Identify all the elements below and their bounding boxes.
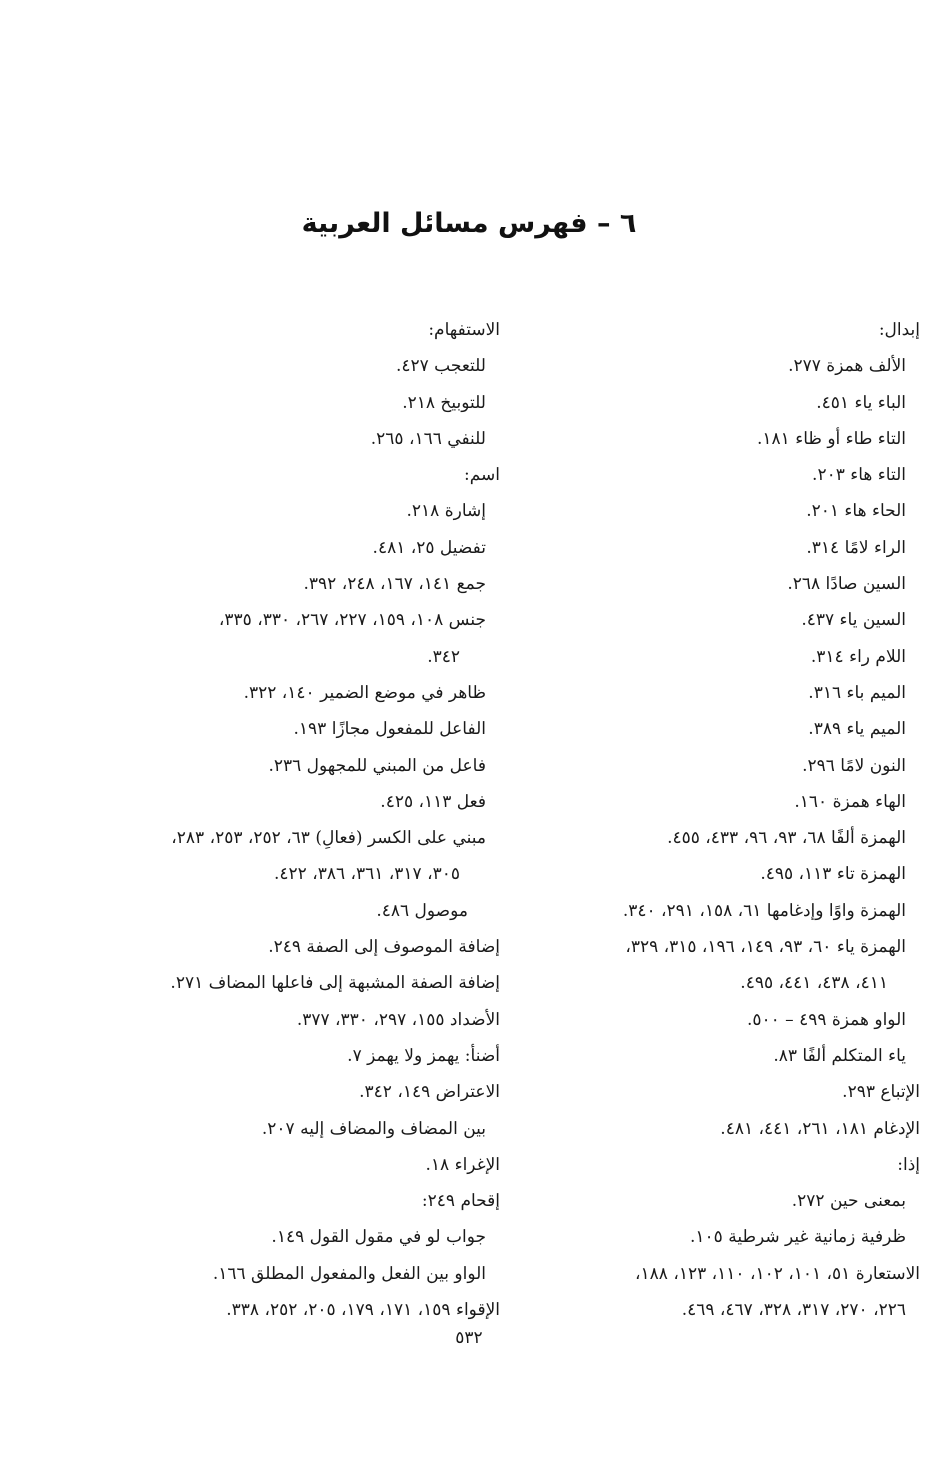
index-entry: الميم ياء ٣٨٩. — [808, 719, 906, 740]
index-entry: تفضيل ٢٥، ٤٨١. — [372, 537, 486, 558]
index-entry: ظرفية زمانية غير شرطية ١٠٥. — [690, 1227, 906, 1248]
index-entry: فاعل من المبني للمجهول ٢٣٦. — [268, 755, 486, 776]
page-title: ٦ – فهرس مسائل العربية — [301, 208, 637, 239]
index-entry: الهمزة ألفًا ٦٨، ٩٣، ٩٦، ٤٣٣، ٤٥٥. — [667, 828, 906, 849]
index-entry: موصول ٤٨٦. — [376, 900, 468, 921]
index-entry: الاستعارة ٥١، ١٠١، ١٠٢، ١١٠، ١٢٣، ١٨٨، — [635, 1263, 920, 1284]
index-entry: ٤١١، ٤٣٨، ٤٤١، ٤٩٥. — [740, 973, 888, 994]
index-entry: اسم: — [463, 465, 500, 486]
index-column-right — [520, 312, 920, 1328]
index-entry: الهمزة تاء ١١٣، ٤٩٥. — [760, 864, 906, 885]
index-entry: السين صادًا ٢٦٨. — [787, 574, 906, 595]
index-entry: التاء هاء ٢٠٣. — [812, 465, 906, 486]
index-entry: إبدال: — [878, 320, 920, 340]
index-entry: إضافة الموصوف إلى الصفة ٢٤٩. — [268, 937, 500, 958]
index-entry: للتوبيخ ٢١٨. — [402, 392, 486, 413]
index-entry: ظاهر في موضع الضمير ١٤٠، ٣٢٢. — [243, 682, 486, 703]
index-entry: الاعتراض ١٤٩، ٣٤٢. — [359, 1082, 500, 1103]
index-entry: الواو همزة ٤٩٩ – ٥٠٠. — [746, 1009, 906, 1030]
index-entry: ٢٢٦، ٢٧٠، ٣١٧، ٣٢٨، ٤٦٧، ٤٦٩. — [681, 1300, 906, 1321]
index-entry: الأضداد ١٥٥، ٢٩٧، ٣٣٠، ٣٧٧. — [296, 1009, 500, 1030]
index-entry: إشارة ٢١٨. — [406, 501, 486, 522]
index-entry: الراء لامًا ٣١٤. — [806, 537, 906, 558]
index-entry: للنفي ١٦٦، ٢٦٥. — [370, 428, 486, 449]
index-entry: الهمزة واوًا وإدغامها ٦١، ١٥٨، ٢٩١، ٣٤٠. — [622, 900, 906, 921]
index-entry: أضنأ: يهمز ولا يهمز ٧. — [347, 1045, 500, 1066]
index-entry: السين ياء ٤٣٧. — [801, 610, 906, 631]
index-entry: بين المضاف والمضاف إليه ٢٠٧. — [261, 1118, 486, 1139]
index-entry: الميم باء ٣١٦. — [808, 682, 906, 703]
index-entry: ٣٤٢. — [427, 646, 460, 667]
index-entry: الهاء همزة ١٦٠. — [794, 791, 906, 812]
index-entry: ياء المتكلم ألفًا ٨٣. — [773, 1045, 906, 1066]
index-entry: جواب لو في مقول القول ١٤٩. — [271, 1227, 486, 1248]
index-entry: للتعجب ٤٢٧. — [395, 356, 486, 377]
index-entry: إضافة الصفة المشبهة إلى فاعلها المضاف ٢٧١. — [170, 973, 500, 994]
index-entry: الإتباع ٢٩٣. — [842, 1082, 920, 1103]
index-entry: جمع ١٤١، ١٦٧، ٢٤٨، ٣٩٢. — [303, 574, 486, 595]
index-entry: الهمزة ياء ٦٠، ٩٣، ١٤٩، ١٩٦، ٣١٥، ٣٢٩، — [625, 937, 906, 958]
index-entry: جنس ١٠٨، ١٥٩، ٢٢٧، ٢٦٧، ٣٣٠، ٣٣٥، — [218, 610, 486, 631]
index-entry: ٣٠٥، ٣١٧، ٣٦١، ٣٨٦، ٤٢٢. — [274, 864, 460, 885]
index-column-left — [100, 312, 500, 1328]
index-entry: إذا: — [897, 1154, 920, 1175]
index-entry: التاء طاء أو ظاء ١٨١. — [757, 428, 906, 449]
index-entry: الباء ياء ٤٥١. — [816, 392, 906, 413]
index-entry: اللام راء ٣١٤. — [810, 646, 906, 667]
index-entry: فعل ١١٣، ٤٢٥. — [380, 791, 486, 812]
index-entry: النون لامًا ٢٩٦. — [802, 755, 906, 776]
index-entry: الإقواء ١٥٩، ١٧١، ١٧٩، ٢٠٥، ٢٥٢، ٣٣٨. — [226, 1300, 500, 1321]
index-entry: الإغراء ١٨. — [425, 1154, 500, 1175]
index-entry: الإدغام ١٨١، ٢٦١، ٤٤١، ٤٨١. — [720, 1118, 920, 1139]
index-entry: الحاء هاء ٢٠١. — [806, 501, 906, 522]
index-entry: مبني على الكسر (فعالِ) ٦٣، ٢٥٢، ٢٥٣، ٢٨٣، — [171, 828, 486, 849]
index-entry: الواو بين الفعل والمفعول المطلق ١٦٦. — [212, 1263, 486, 1284]
index-entry: إقحام ٢٤٩: — [421, 1191, 500, 1212]
index-entry: الاستفهام: — [428, 320, 500, 340]
index-entry: بمعنى حين ٢٧٢. — [791, 1191, 906, 1212]
index-entry: الفاعل للمفعول مجازًا ١٩٣. — [293, 719, 486, 740]
page-number: ٥٣٢ — [455, 1328, 483, 1348]
index-entry: الألف همزة ٢٧٧. — [788, 356, 906, 377]
